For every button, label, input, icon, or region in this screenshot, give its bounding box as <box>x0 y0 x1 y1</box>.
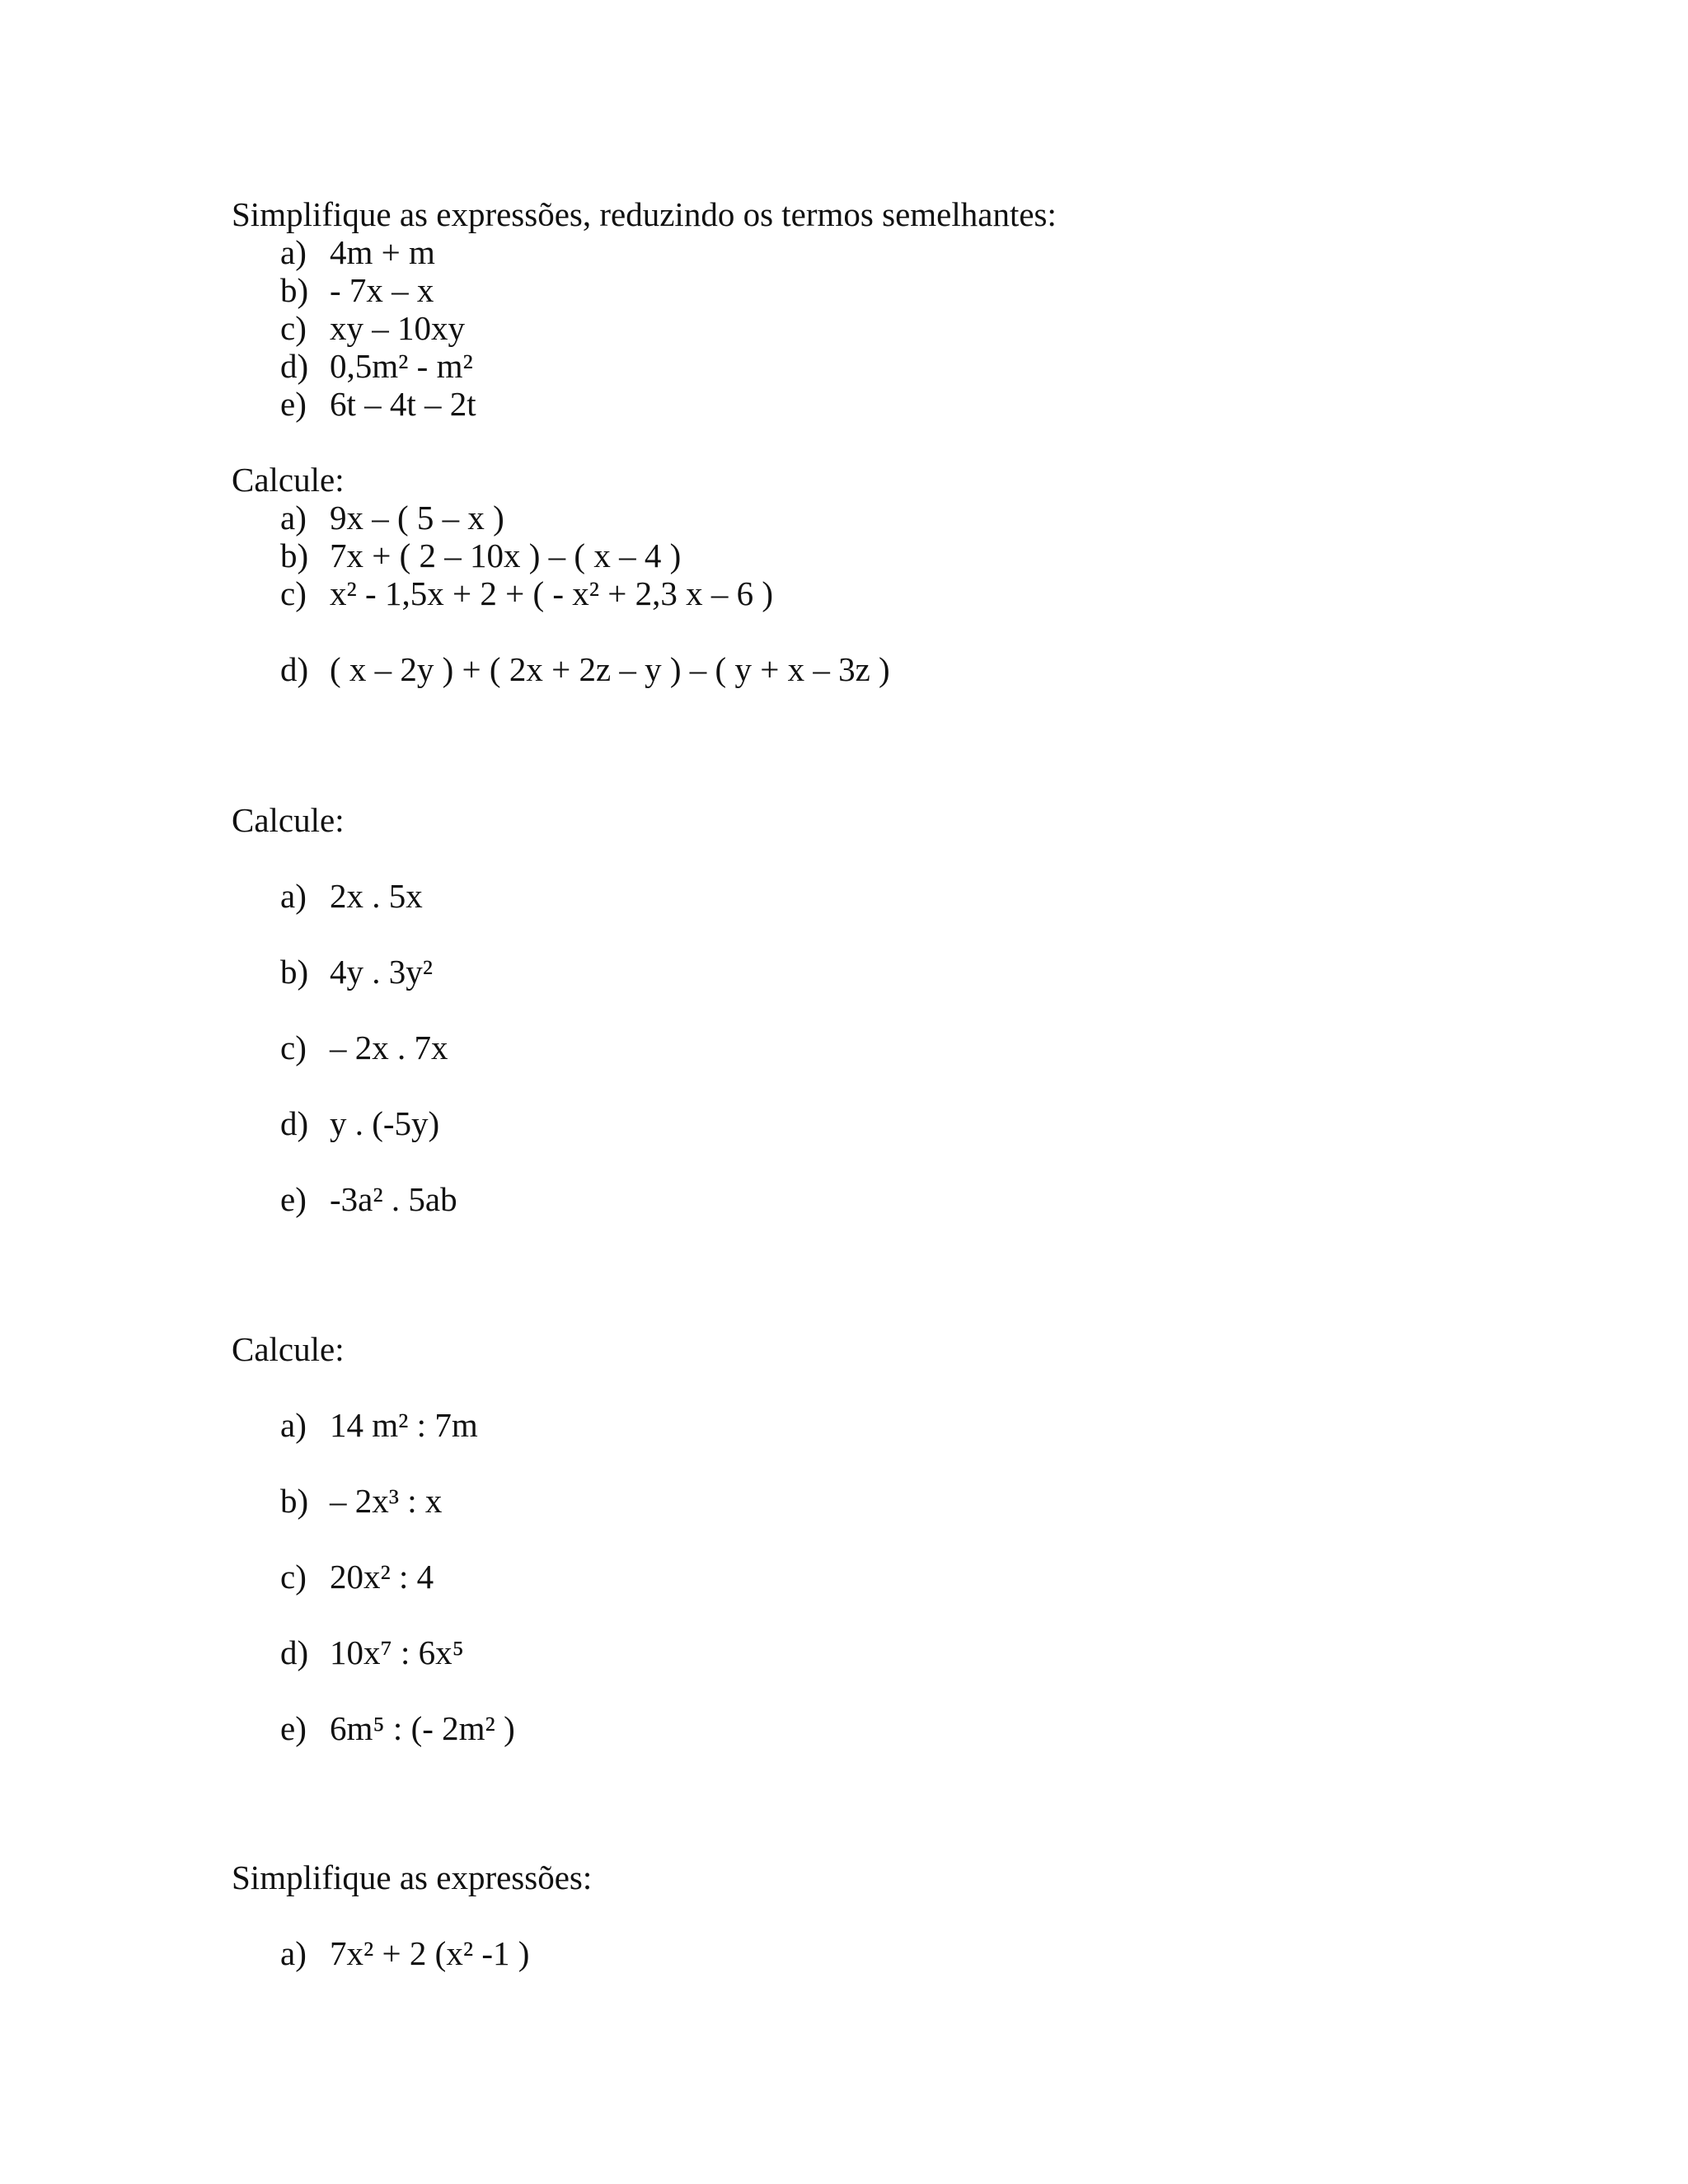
item-label: a) <box>280 499 307 537</box>
item-label: b) <box>280 271 309 309</box>
item-expression: 4m + m <box>330 233 435 271</box>
item-label: d) <box>280 347 309 385</box>
section-1-item-c <box>280 309 465 347</box>
section-3-item-a <box>280 877 423 915</box>
item-expression: 10x⁷ : 6x⁵ <box>330 1633 464 1671</box>
section-4-item-c <box>280 1558 434 1596</box>
item-expression: 4y . 3y² <box>330 953 434 991</box>
section-5-heading: Simplifique as expressões: <box>232 1858 593 1896</box>
item-expression: 2x . 5x <box>330 877 423 915</box>
item-expression: y . (-5y) <box>330 1104 440 1142</box>
item-expression: -3a² . 5ab <box>330 1180 457 1218</box>
section-2-item-a <box>280 499 504 537</box>
section-2-item-b <box>280 537 681 574</box>
section-1-heading: Simplifique as expressões, reduzindo os termos semelhantes: <box>232 195 1057 233</box>
item-label: b) <box>280 1482 309 1520</box>
section-3-heading: Calcule: <box>232 801 345 839</box>
item-label: c) <box>280 574 307 612</box>
section-1-item-d <box>280 347 473 385</box>
item-label: e) <box>280 1709 307 1747</box>
item-label: a) <box>280 233 307 271</box>
item-label: c) <box>280 1558 307 1596</box>
item-expression: – 2x³ : x <box>330 1482 443 1520</box>
section-2-item-c <box>280 574 773 612</box>
item-label: e) <box>280 1180 307 1218</box>
section-1-item-e <box>280 385 476 423</box>
section-1-item-b <box>280 271 434 309</box>
section-3-item-e <box>280 1180 457 1218</box>
item-label: b) <box>280 953 309 991</box>
section-3-item-c <box>280 1029 448 1066</box>
item-label: a) <box>280 1406 307 1444</box>
item-label: d) <box>280 650 309 688</box>
item-label: d) <box>280 1104 309 1142</box>
section-4-item-d <box>280 1633 464 1671</box>
item-label: e) <box>280 385 307 423</box>
item-expression: 7x + ( 2 – 10x ) – ( x – 4 ) <box>330 537 682 574</box>
section-2-item-d <box>280 650 890 688</box>
item-expression: - 7x – x <box>330 271 434 309</box>
item-expression: ( x – 2y ) + ( 2x + 2z – y ) – ( y + x – 3z ) <box>330 650 890 688</box>
section-5-item-a <box>280 1934 529 1972</box>
section-2-heading: Calcule: <box>232 461 345 499</box>
item-expression: xy – 10xy <box>330 309 465 347</box>
item-expression: 0,5m² - m² <box>330 347 473 385</box>
section-3-item-d <box>280 1104 439 1142</box>
item-label: b) <box>280 537 309 574</box>
item-label: a) <box>280 877 307 915</box>
section-4-item-b <box>280 1482 442 1520</box>
section-1-item-a <box>280 233 435 271</box>
section-4-item-a <box>280 1406 478 1444</box>
item-label: c) <box>280 309 307 347</box>
item-expression: 14 m² : 7m <box>330 1406 478 1444</box>
item-label: c) <box>280 1029 307 1066</box>
item-label: a) <box>280 1934 307 1972</box>
item-expression: x² - 1,5x + 2 + ( - x² + 2,3 x – 6 ) <box>330 574 774 612</box>
section-4-heading: Calcule: <box>232 1330 345 1368</box>
section-3-item-b <box>280 953 433 991</box>
item-label: d) <box>280 1633 309 1671</box>
item-expression: – 2x . 7x <box>330 1029 448 1066</box>
item-expression: 7x² + 2 (x² -1 ) <box>330 1934 530 1972</box>
item-expression: 6t – 4t – 2t <box>330 385 476 423</box>
section-4-item-e <box>280 1709 515 1747</box>
item-expression: 9x – ( 5 – x ) <box>330 499 504 537</box>
item-expression: 6m⁵ : (- 2m² ) <box>330 1709 515 1747</box>
item-expression: 20x² : 4 <box>330 1558 434 1596</box>
